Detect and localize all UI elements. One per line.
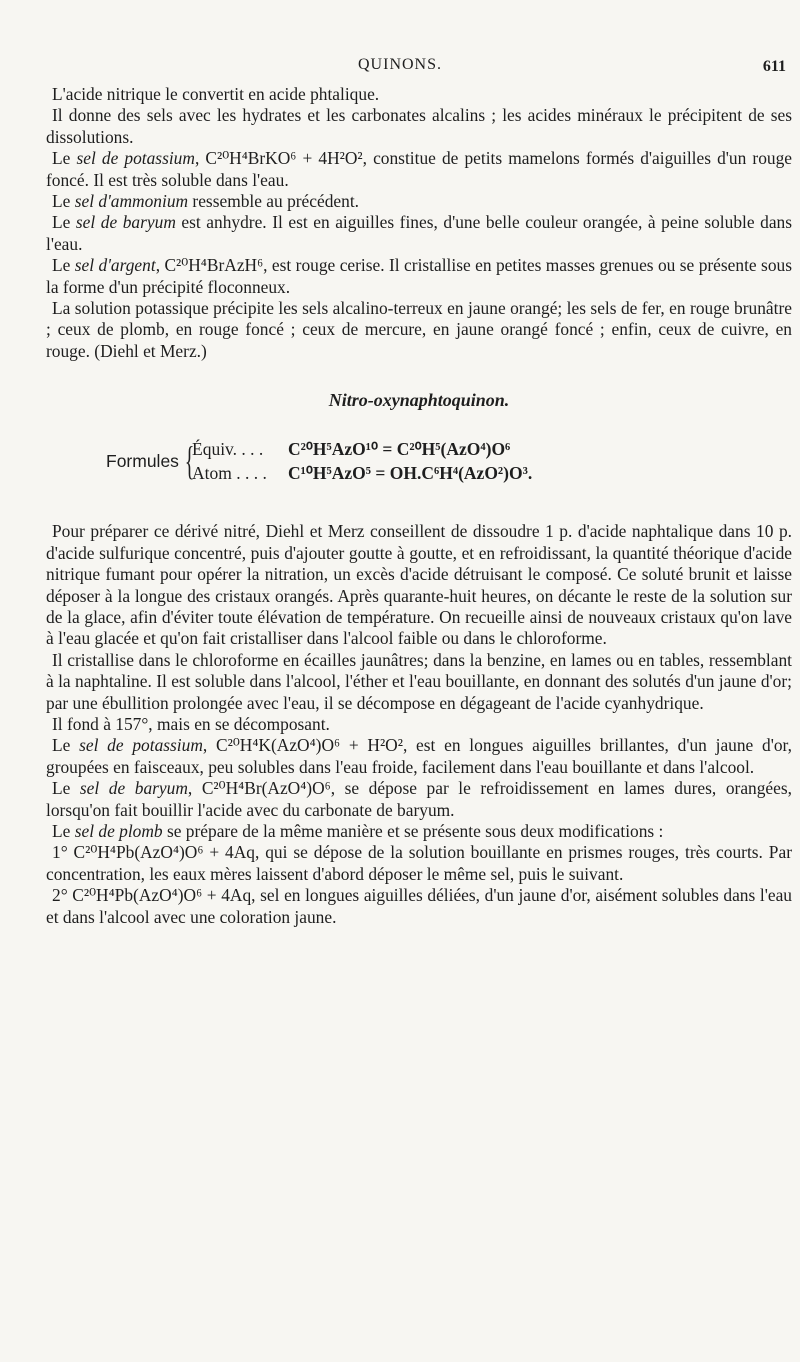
brace-symbol: { [184, 438, 195, 484]
italic-term: sel de baryum [79, 778, 188, 799]
paragraph: Il donne des sels avec les hydrates et les carbonates alcalins ; les acides minéraux le précipitent de ses dissolutions. [46, 105, 792, 147]
running-head: QUINONS. [358, 56, 442, 73]
italic-term: sel de baryum [75, 212, 176, 233]
italic-term: sel d'ammonium [74, 191, 189, 212]
formula-label: Formules [106, 451, 179, 472]
paragraph: Le sel de plomb se prépare de la même manière et se présente sous deux modifications : [52, 820, 664, 841]
paragraph: Le sel de potassium, C²⁰H⁴K(AzO⁴)O⁶ + H²O², est en longues aiguilles brillantes, d'un jaune d'or, groupées en faisceaux, peu solubles dans l'eau froide, facilement dans l'eau bouillante et dans l'alcool. [46, 735, 793, 777]
body-text [46, 84, 792, 928]
paragraph: 2° C²⁰H⁴Pb(AzO⁴)O⁶ + 4Aq, sel en longues aiguilles déliées, d'un jaune d'or, aisément solubles dans l'eau et dans l'alcool avec une coloration jaune. [46, 885, 792, 927]
paragraph: Il cristallise dans le chloroforme en écailles jaunâtres; dans la benzine, en lames ou en tables, ressemblant à la naphtaline. Il est soluble dans l'alcool, l'éther et l'eau bouillante, en donnant des solutés d'un jaune d'or; par une ébullition prolongée avec l'eau, il se décompose en dégageant de l'acide cyanhydrique. [46, 649, 792, 713]
paragraph: Le sel d'argent, C²⁰H⁴BrAzH⁶, est rouge cerise. Il cristallise en petites masses grenues ou se présente sous la forme d'un précipité floconneux. [46, 255, 792, 297]
formula-block [46, 431, 792, 501]
paragraph: Il fond à 157°, mais en se décomposant. [52, 713, 330, 734]
page-number: 611 [762, 58, 786, 75]
italic-term: sel de potassium [76, 148, 195, 169]
paragraph: Pour préparer ce dérivé nitré, Diehl et Merz conseillent de dissoudre 1 p. d'acide naphtalique dans 10 p. d'acide sulfurique concentré, puis d'ajouter goutte à goutte, et en refroidissant, la quantité théorique d'acide nitrique fumant pour opérer la nitration, un excès d'acide détruisant le composé. Ce soluté brunit et laisse déposer à la longue des cristaux orangés. Après quarante-huit heures, on décante le reste de la solution sur de la glace, afin d'éviter toute élévation de température. On recueille ainsi de nouveaux cristaux qu'on lave à l'eau glacée et qu'on fait cristalliser dans l'alcool faible ou dans le chloroforme. [46, 521, 792, 649]
paragraph: Le sel de baryum, C²⁰H⁴Br(AzO⁴)O⁶, se dépose par le refroidissement en lames dures, orangées, lorsqu'on fait bouillir l'acide avec du carbonate de baryum. [46, 778, 792, 820]
italic-term: sel de potassium [79, 735, 203, 756]
formula-row-atom: Atom . . . . C¹⁰H⁵AzO⁵ = OH.C⁶H⁴(AzO²)O³. [192, 463, 533, 484]
formula-row-equiv: Équiv. . . . C²⁰H⁵AzO¹⁰ = C²⁰H⁵(AzO⁴)O⁶ [192, 439, 511, 460]
paragraph: Le sel d'ammonium ressemble au précédent. [52, 191, 360, 212]
paragraph: La solution potassique précipite les sels alcalino-terreux en jaune orangé; les sels de fer, en rouge brunâtre ; ceux de plomb, en rouge foncé ; ceux de mercure, en jaune orangé foncé ; enfin, ceux de cuivre, en rouge. (Diehl et Merz.) [46, 298, 792, 361]
paragraph: 1° C²⁰H⁴Pb(AzO⁴)O⁶ + 4Aq, qui se dépose de la solution bouillante en prismes rouges, très courts. Par concentration, les eaux mères laissent d'abord déposer le même sel, puis le suivant. [46, 842, 792, 884]
page-header [0, 56, 800, 80]
paragraph: Le sel de potassium, C²⁰H⁴BrKO⁶ + 4H²O², constitue de petits mamelons formés d'aiguilles d'un rouge foncé. Il est très soluble dans l'eau. [46, 148, 792, 190]
paragraph: L'acide nitrique le convertit en acide phtalique. [52, 84, 380, 104]
paragraph: Le sel de baryum est anhydre. Il est en aiguilles fines, d'une belle couleur orangée, à peine soluble dans l'eau. [46, 212, 792, 254]
italic-term: sel de plomb [74, 820, 163, 841]
italic-term: sel d'argent [74, 255, 156, 276]
section-title: Nitro-oxynaphtoquinon. [328, 390, 510, 411]
